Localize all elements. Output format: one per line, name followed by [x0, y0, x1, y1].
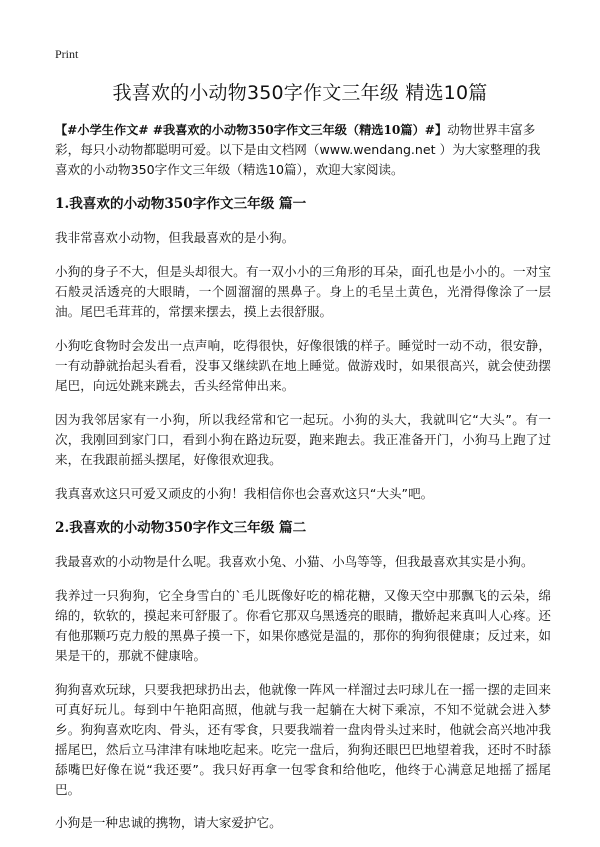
section-heading: 1.我喜欢的小动物350字作文三年级 篇一	[55, 196, 307, 212]
paragraph: 因为我邻居家有一小狗，所以我经常和它一起玩。小狗的头大，我就叫它“大头”。有一次，我刚回到家门口，看到小狗在路边玩耍，跑来跑去。我正准备开门，小狗马上跑了过来，在我跟前摇头摆尾，好像很欢迎我。	[55, 412, 551, 467]
paragraph: 小狗吃食物时会发出一点声响，吃得很快，好像很饿的样子。睡觉时一动不动，很安静，一有动静就抬起头看看，没事又继续趴在地上睡觉。做游戏时，如果很高兴，就会使劲摆尾巴，向远处跳来跳去，舌头经常伸出来。	[55, 338, 551, 393]
section-heading: 2.我喜欢的小动物350字作文三年级 篇二	[55, 520, 307, 536]
intro-paragraph	[55, 120, 551, 180]
print-label: Print	[55, 47, 79, 61]
paragraph: 我养过一只狗狗，它全身雪白的`毛儿既像好吃的棉花糖，又像天空中那飘飞的云朵，绵绵的，软软的，摸起来可舒服了。你看它那双乌黑透亮的眼睛，撒娇起来真叫人心疼。还有他那颗巧克力般的黑鼻子摸一下，如果你感觉是温的，那你的狗狗很健康；反过来，如果是干的，那就不健康啥。	[55, 588, 551, 663]
paragraph: 我非常喜欢小动物，但我最喜欢的是小狗。	[55, 230, 295, 245]
article-body	[55, 120, 551, 847]
intro-tags: 【#小学生作文# #我喜欢的小动物350字作文三年级（精选10篇）#】	[55, 123, 448, 137]
paragraph: 小狗的身子不大，但是头却很大。有一双小小的三角形的耳朵，面孔也是小小的。一对宝石般灵活透亮的大眼睛，一个圆溜溜的黑鼻子。身上的毛呈土黄色，光滑得像涂了一层油。尾巴毛茸茸的，常摆来摆去，摸上去很舒服。	[55, 264, 551, 319]
paragraph: 狗狗喜欢玩球，只要我把球扔出去，他就像一阵风一样溜过去叼球儿在一摇一摆的走回来可真好玩儿。每到中午艳阳高照，他就与我一起躺在大树下乘凉，不知不觉就会进入梦乡。狗狗喜欢吃肉、骨头，还有零食，只要我端着一盘肉骨头过来时，他就会高兴地冲我摇尾巴，然后立马津津有味地吃起来。吃完一盘后，狗狗还眼巴巴地望着我，还时不时舔舔嘴巴好像在说“我还要”。我只好再拿一包零食和给他吃，他终于心满意足地摇了摇尾巴。	[55, 682, 551, 797]
intro-text: 动物世界丰富多彩，每只小动物都聪明可爱。以下是由文档网（www.wendang.net ）为大家整理的我喜欢的小动物350字作文三年级（精选10篇），欢迎大家阅读。	[55, 122, 541, 177]
paragraph: 我最喜欢的小动物是什么呢。我喜欢小兔、小猫、小鸟等等，但我最喜欢其实是小狗。	[55, 554, 534, 569]
paragraph: 小狗是一种忠诚的携物，请大家爱护它。	[55, 815, 282, 830]
paragraph: 我真喜欢这只可爱又顽皮的小狗！我相信你也会喜欢这只“大头”吧。	[55, 486, 434, 501]
page-title: 我喜欢的小动物350字作文三年级 精选10篇	[112, 82, 488, 104]
